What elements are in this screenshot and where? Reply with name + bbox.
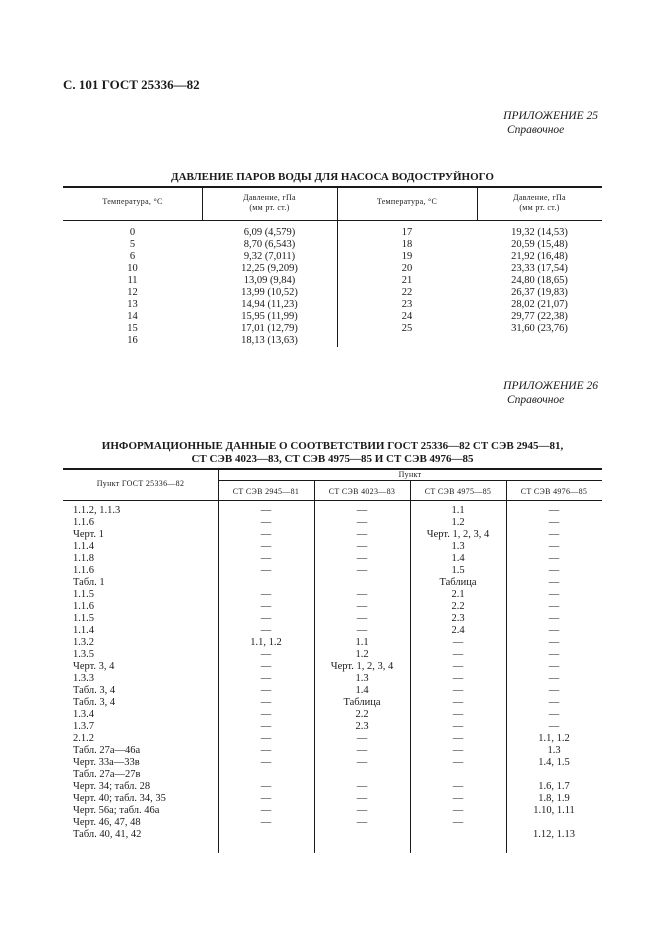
appendix-25-subtitle: Справочное — [507, 124, 565, 136]
table1-top-rule — [63, 186, 602, 188]
table2-row — [0, 733, 661, 745]
table2-row — [0, 577, 661, 589]
table2-sev-2945-cell: — — [260, 745, 272, 756]
table1-pressure-cell: 13,09 (9,84) — [243, 275, 296, 286]
table2-sev-4023-cell: — — [356, 517, 368, 528]
table1-pressure-cell: 6,09 (4,579) — [243, 227, 296, 238]
table1-row — [0, 335, 661, 347]
table2-gost-cell: 1.3.2 — [73, 637, 94, 648]
table2-gost-cell: 1.1.4 — [73, 625, 94, 636]
table2-sev-4975-cell: Черт. 1, 2, 3, 4 — [426, 529, 490, 540]
table2-sev-4023-cell: — — [356, 781, 368, 792]
table2-row — [0, 781, 661, 793]
table2-sev-4976-cell: — — [548, 553, 560, 564]
table2-sev-4975-cell: — — [452, 649, 464, 660]
table2-row — [0, 637, 661, 649]
pressure-header-line2: (мм рт. ст.) — [249, 203, 290, 212]
table2-sev-4976-cell: — — [548, 601, 560, 612]
table2-gost-cell: Черт. 3, 4 — [73, 661, 115, 672]
table1-temp-cell: 20 — [401, 263, 413, 274]
table2-sev-4975-cell: — — [452, 721, 464, 732]
table2-sev-4023-cell: — — [356, 793, 368, 804]
table2-gost-cell: 1.3.7 — [73, 721, 94, 732]
table2-sev-4976-cell: 1.1, 1.2 — [538, 733, 570, 744]
table2-sev-4975-cell: 1.2 — [451, 517, 465, 528]
table2-sev-4023-cell: — — [356, 565, 368, 576]
table2-gost-cell: Черт. 56а; табл. 46а — [73, 805, 160, 816]
table2-sev-4975-cell: 2.1 — [451, 589, 465, 600]
table2-sev-4023-cell: Таблица — [343, 697, 381, 708]
table2-sev-4975-cell: 2.2 — [451, 601, 465, 612]
table1-header-temp-left: Температура, °С — [102, 197, 163, 206]
table2-sev-2945-cell: — — [260, 553, 272, 564]
table2-row — [0, 661, 661, 673]
table2-sev-2945-cell: 1.1, 1.2 — [250, 637, 282, 648]
table1-pressure-cell: 28,02 (21,07) — [511, 299, 568, 310]
table2-sev-4023-cell: Черт. 1, 2, 3, 4 — [330, 661, 394, 672]
table2-sev-4975-cell: — — [452, 685, 464, 696]
table2-sev-4975-cell: — — [452, 805, 464, 816]
table1-pressure-cell: 26,37 (19,83) — [511, 287, 568, 298]
table2-sev-4975-cell: — — [452, 673, 464, 684]
table2-gost-cell: 1.1.8 — [73, 553, 94, 564]
table2-row — [0, 565, 661, 577]
table1-row — [0, 299, 661, 311]
table1-temp-cell: 17 — [401, 227, 413, 238]
table1-temp-cell: 15 — [127, 323, 138, 334]
table2-row — [0, 817, 661, 829]
table2-row — [0, 589, 661, 601]
table2-sev-4023-cell: — — [356, 601, 368, 612]
table1-temp-cell: 25 — [401, 323, 413, 334]
table2-gost-cell: Черт. 33а—33в — [73, 757, 140, 768]
table1-pressure-cell: 12,25 (9,209) — [241, 263, 298, 274]
table2-title — [63, 440, 602, 466]
table2-sev-2945-cell: — — [260, 517, 272, 528]
table1-pressure-cell: 20,59 (15,48) — [511, 239, 568, 250]
table2-sev-4023-cell: — — [356, 745, 368, 756]
table2-gost-cell: 1.1.6 — [73, 565, 94, 576]
table1-row — [0, 251, 661, 263]
table2-header-sev-2945: СТ СЭВ 2945—81 — [232, 487, 300, 496]
table2-gost-cell: 1.1.6 — [73, 601, 94, 612]
table1-row — [0, 287, 661, 299]
table2-sev-4975-cell: 2.4 — [451, 625, 465, 636]
table2-row — [0, 529, 661, 541]
table2-sev-4975-cell: — — [452, 709, 464, 720]
table2-gost-cell: 2.1.2 — [73, 733, 94, 744]
table2-sev-4976-cell: — — [548, 529, 560, 540]
table2-row — [0, 649, 661, 661]
table1-title: ДАВЛЕНИЕ ПАРОВ ВОДЫ ДЛЯ НАСОСА ВОДОСТРУЙНОГО — [171, 171, 494, 183]
table2-title-line2: СТ СЭВ 4023—83, СТ СЭВ 4975—85 И СТ СЭВ 4976—85 — [191, 453, 474, 465]
table2-row — [0, 793, 661, 805]
table2-row — [0, 541, 661, 553]
table2-sev-4976-cell: — — [548, 625, 560, 636]
table1-header-temp-right: Температура, °С — [376, 197, 438, 206]
table2-sev-2945-cell: — — [260, 649, 272, 660]
table2-sev-4976-cell: — — [548, 505, 560, 516]
table2-row — [0, 829, 661, 841]
table2-sev-4023-cell: 2.2 — [355, 709, 369, 720]
table1-row — [0, 227, 661, 239]
table2-sev-4975-cell: — — [452, 757, 464, 768]
table2-row — [0, 757, 661, 769]
table2-sev-4976-cell: — — [548, 613, 560, 624]
table2-sev-4975-cell: Таблица — [439, 577, 477, 588]
table2-sev-4023-cell: 1.3 — [355, 673, 369, 684]
table2-sev-4023-cell: 1.4 — [355, 685, 369, 696]
table2-row — [0, 685, 661, 697]
table2-sev-2945-cell: — — [260, 709, 272, 720]
table2-header-sev-4976: СТ СЭВ 4976—85 — [520, 487, 588, 496]
table2-gost-cell: Табл. 1 — [73, 577, 105, 588]
table1-pressure-cell: 9,32 (7,011) — [243, 251, 296, 262]
table2-row — [0, 601, 661, 613]
table2-row — [0, 769, 661, 781]
pressure-header-line1: Давление, гПа — [243, 193, 296, 202]
table1-pressure-cell: 15,95 (11,99) — [241, 311, 298, 322]
table2-gost-cell: Черт. 34; табл. 28 — [73, 781, 151, 792]
table1-pressure-cell: 29,77 (22,38) — [511, 311, 568, 322]
table2-sev-4023-cell: — — [356, 505, 368, 516]
table1-temp-cell: 21 — [401, 275, 413, 286]
table2-sev-2945-cell: — — [260, 565, 272, 576]
table2-sev-4976-cell: — — [548, 709, 560, 720]
table2-gost-cell: 1.1.2, 1.1.3 — [73, 505, 121, 516]
table2-sev-2945-cell: — — [260, 541, 272, 552]
table2-gost-cell: 1.1.4 — [73, 541, 94, 552]
table1-temp-cell: 14 — [127, 311, 138, 322]
table2-sev-4023-cell: — — [356, 541, 368, 552]
table1-row — [0, 311, 661, 323]
table1-vline — [477, 187, 478, 221]
table2-sev-4976-cell: — — [548, 673, 560, 684]
appendix-26-subtitle: Справочное — [507, 394, 565, 406]
table1-header-rule — [63, 220, 602, 221]
table1-pressure-cell: 19,32 (14,53) — [511, 227, 568, 238]
table2-sev-4975-cell: — — [452, 781, 464, 792]
table2-sev-2945-cell: — — [260, 697, 272, 708]
table2-gost-cell: Черт. 40; табл. 34, 35 — [73, 793, 166, 804]
table2-sev-4023-cell: — — [356, 589, 368, 600]
table2-sev-4976-cell: 1.6, 1.7 — [538, 781, 570, 792]
page-header: С. 101 ГОСТ 25336—82 — [63, 77, 200, 92]
table2-sev-2945-cell: — — [260, 613, 272, 624]
table2-gost-cell: Табл. 3, 4 — [73, 697, 116, 708]
table2-sev-4975-cell: — — [452, 817, 464, 828]
table2-sev-2945-cell: — — [260, 733, 272, 744]
table2-sev-4023-cell: — — [356, 553, 368, 564]
table1-pressure-cell: 8,70 (6,543) — [243, 239, 296, 250]
table2-gost-cell: Табл. 40, 41, 42 — [73, 829, 142, 840]
table2-row — [0, 553, 661, 565]
table2-sev-2945-cell: — — [260, 673, 272, 684]
table2-header-gost: Пункт ГОСТ 25336—82 — [96, 479, 185, 488]
table1-temp-cell: 23 — [401, 299, 413, 310]
table1-pressure-cell: 18,13 (13,63) — [241, 335, 298, 346]
table1-vline — [202, 187, 203, 221]
table1-pressure-cell: 13,99 (10,52) — [241, 287, 298, 298]
table2-gost-cell: Табл. 27а—27в — [73, 769, 141, 780]
table2-sev-4975-cell: — — [452, 661, 464, 672]
table2-sev-4976-cell: — — [548, 721, 560, 732]
table1-temp-cell: 11 — [127, 275, 138, 286]
table2-gost-cell: Табл. 3, 4 — [73, 685, 116, 696]
table2-gost-cell: Табл. 27а—46а — [73, 745, 141, 756]
table2-sev-4023-cell: — — [356, 733, 368, 744]
table2-header-sev-4023: СТ СЭВ 4023—83 — [328, 487, 396, 496]
table2-gost-cell: 1.1.5 — [73, 613, 94, 624]
table2-sev-4976-cell: — — [548, 649, 560, 660]
table1-temp-cell: 6 — [129, 251, 136, 262]
table1-row — [0, 275, 661, 287]
table2-sev-4976-cell: — — [548, 577, 560, 588]
table2-title-line1: ИНФОРМАЦИОННЫЕ ДАННЫЕ О СООТВЕТСТВИИ ГОСТ 25336—82 СТ СЭВ 2945—81, — [101, 440, 564, 452]
table2-sev-2945-cell: — — [260, 793, 272, 804]
table2-sev-4023-cell: — — [356, 529, 368, 540]
table2-sev-4023-cell: — — [356, 805, 368, 816]
pressure-header-line1: Давление, гПа — [513, 193, 566, 202]
table2-gost-cell: 1.3.5 — [73, 649, 94, 660]
table1-temp-cell: 18 — [401, 239, 413, 250]
table2-row — [0, 709, 661, 721]
table2-gost-cell: Черт. 46, 47, 48 — [73, 817, 141, 828]
table2-row — [0, 721, 661, 733]
table2-sev-4975-cell: — — [452, 637, 464, 648]
table1-temp-cell: 22 — [401, 287, 413, 298]
table2-sev-2945-cell: — — [260, 685, 272, 696]
table2-header-punkt: Пункт — [398, 470, 422, 479]
table2-sev-2945-cell: — — [260, 601, 272, 612]
table1-temp-cell: 5 — [129, 239, 136, 250]
table2-row — [0, 625, 661, 637]
table1-pressure-cell: 23,33 (17,54) — [511, 263, 568, 274]
table2-sev-4975-cell: 2.3 — [451, 613, 465, 624]
table2-sev-4976-cell: 1.3 — [547, 745, 561, 756]
table1-header-pressure-left — [202, 193, 337, 213]
table2-sev-4976-cell: — — [548, 565, 560, 576]
table2-sev-2945-cell: — — [260, 781, 272, 792]
table1-pressure-cell: 24,80 (18,65) — [511, 275, 568, 286]
table1-temp-cell: 0 — [129, 227, 136, 238]
table2-sev-4975-cell: — — [452, 697, 464, 708]
table2-sev-4976-cell: — — [548, 661, 560, 672]
table2-sev-2945-cell: — — [260, 757, 272, 768]
table2-sev-4976-cell: — — [548, 697, 560, 708]
table2-sev-4975-cell: — — [452, 793, 464, 804]
table2-row — [0, 505, 661, 517]
table2-sev-4976-cell: 1.12, 1.13 — [533, 829, 575, 840]
table1-pressure-cell: 21,92 (16,48) — [511, 251, 568, 262]
table1-row — [0, 323, 661, 335]
table2-gost-cell: Черт. 1 — [73, 529, 104, 540]
table2-sev-2945-cell: — — [260, 805, 272, 816]
table2-sev-4023-cell: — — [356, 757, 368, 768]
table1-header-pressure-right — [477, 193, 602, 213]
table2-sev-4023-cell: — — [356, 613, 368, 624]
table2-sev-2945-cell: — — [260, 817, 272, 828]
table2-sev-2945-cell: — — [260, 625, 272, 636]
table2-sev-4976-cell: — — [548, 589, 560, 600]
table2-gost-cell: 1.3.4 — [73, 709, 94, 720]
table2-header-sev-4975: СТ СЭВ 4975—85 — [424, 487, 492, 496]
table2-row — [0, 745, 661, 757]
table1-row — [0, 263, 661, 275]
table2-sev-2945-cell: — — [260, 721, 272, 732]
table1-temp-cell: 10 — [127, 263, 138, 274]
table2-sev-4023-cell: — — [356, 625, 368, 636]
table1-temp-cell: 24 — [401, 311, 413, 322]
table1-temp-cell: 19 — [401, 251, 413, 262]
table2-gost-cell: 1.1.5 — [73, 589, 94, 600]
table1-row — [0, 239, 661, 251]
table2-row — [0, 697, 661, 709]
table2-sev-4976-cell: 1.8, 1.9 — [538, 793, 570, 804]
table2-sev-4023-cell: 1.1 — [355, 637, 369, 648]
appendix-25-title: ПРИЛОЖЕНИЕ 25 — [503, 110, 598, 122]
table2-sev-4975-cell: 1.3 — [451, 541, 465, 552]
table1-temp-cell: 16 — [127, 335, 138, 346]
table2-sev-4023-cell: 1.2 — [355, 649, 369, 660]
table2-gost-cell: 1.1.6 — [73, 517, 94, 528]
table2-sev-4976-cell: — — [548, 685, 560, 696]
table2-header-rule — [63, 500, 602, 501]
pressure-header-line2: (мм рт. ст.) — [519, 203, 560, 212]
appendix-26-title: ПРИЛОЖЕНИЕ 26 — [503, 380, 598, 392]
table2-sev-4976-cell: — — [548, 541, 560, 552]
table2-sev-4976-cell: 1.10, 1.11 — [533, 805, 575, 816]
table2-sev-2945-cell: — — [260, 589, 272, 600]
table2-row — [0, 673, 661, 685]
table2-sev-2945-cell: — — [260, 661, 272, 672]
table2-sev-4023-cell: 2.3 — [355, 721, 369, 732]
table1-pressure-cell: 14,94 (11,23) — [241, 299, 298, 310]
table2-sev-4976-cell: 1.4, 1.5 — [538, 757, 570, 768]
table2-sev-4975-cell: 1.1 — [451, 505, 465, 516]
table2-sev-4975-cell: — — [452, 745, 464, 756]
table2-sev-4023-cell: — — [356, 817, 368, 828]
table1-temp-cell: 13 — [127, 299, 138, 310]
table2-sev-2945-cell: — — [260, 505, 272, 516]
table1-temp-cell: 12 — [127, 287, 138, 298]
table2-gost-cell: 1.3.3 — [73, 673, 94, 684]
table2-row — [0, 517, 661, 529]
table2-row — [0, 613, 661, 625]
table2-sev-2945-cell: — — [260, 529, 272, 540]
table2-sev-4976-cell: — — [548, 517, 560, 528]
table1-pressure-cell: 31,60 (23,76) — [511, 323, 568, 334]
table2-sev-4976-cell: — — [548, 637, 560, 648]
table1-pressure-cell: 17,01 (12,79) — [241, 323, 298, 334]
table2-sev-4975-cell: — — [452, 733, 464, 744]
table2-row — [0, 805, 661, 817]
table2-sev-4975-cell: 1.4 — [451, 553, 465, 564]
table2-sev-4975-cell: 1.5 — [451, 565, 465, 576]
